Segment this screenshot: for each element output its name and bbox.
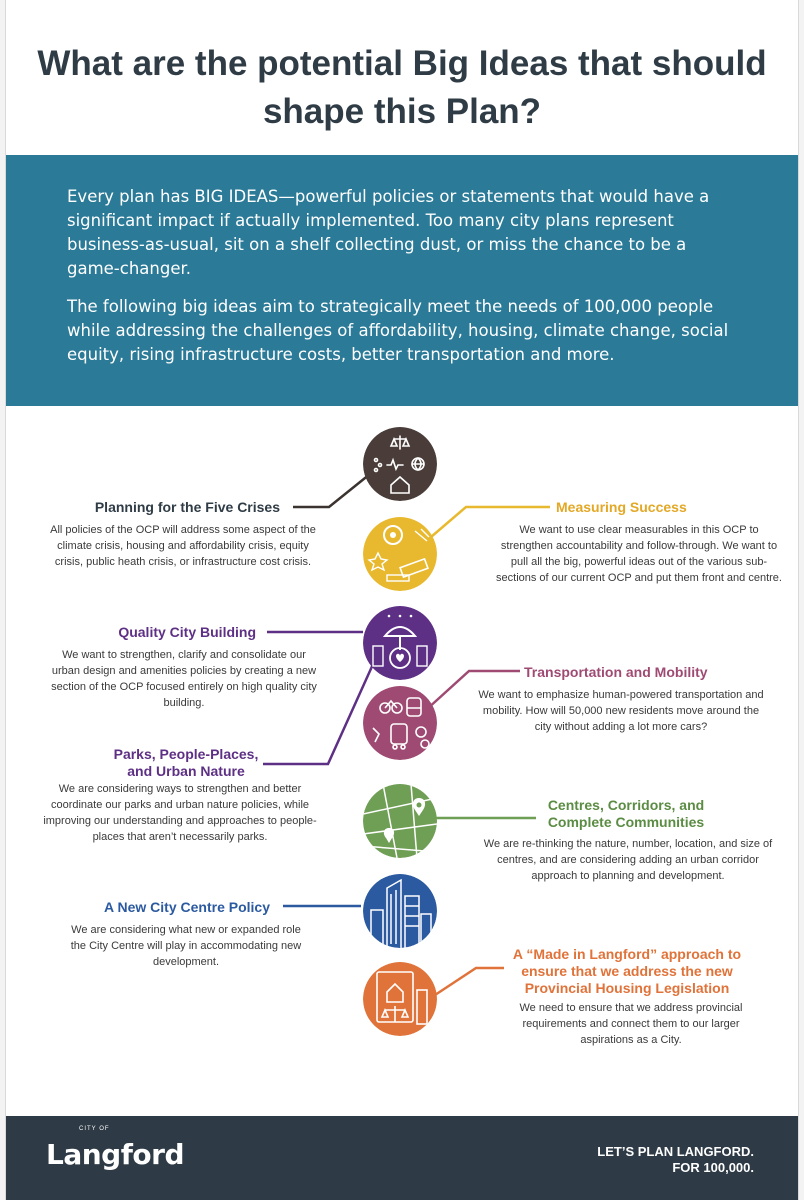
intro-banner: [6, 155, 798, 406]
tagline-line-1: LET’S PLAN LANGFORD.: [597, 1144, 754, 1159]
idea-title-measuring-success: Measuring Success: [556, 499, 687, 515]
idea-title-five-crises: Planning for the Five Crises: [94, 499, 280, 515]
measuring-icon: [363, 517, 437, 591]
idea-desc-centres-corridors: We are re-thinking the nature, number, location, and size of centres, and are considering adding an urban corridor approach to planning and development.: [483, 838, 773, 882]
city-building-icon: [363, 606, 437, 680]
map-icon: [363, 784, 437, 858]
idea-title-transportation: Transportation and Mobility: [524, 664, 708, 680]
page-title: What are the potential Big Ideas that should shape this Plan?: [37, 44, 767, 131]
logo-city-of: CITY OF: [79, 1126, 110, 1132]
idea-title-centres-corridors: Centres, Corridors, and Complete Communities: [547, 797, 705, 830]
idea-desc-transportation: We want to emphasize human-powered transportation and mobility. How will 50,000 new residents move around the city without adding a lot more cars?: [478, 689, 764, 733]
idea-desc-quality-city-building: We want to strengthen, clarify and consolidate our urban design and amenities policies by creating a new section of the OCP focused entirely on high quality city building.: [51, 649, 317, 709]
idea-title-quality-city-building: Quality City Building: [118, 624, 256, 640]
tagline-line-2: FOR 100,000.: [672, 1160, 754, 1175]
idea-title-parks: Parks, People-Places, and Urban Nature: [113, 746, 259, 779]
intro-paragraph-2: The following big ideas aim to strategically meet the needs of 100,000 people while addressing the challenges of affordability, housing, climate change, social equity, rising infrastructure costs, better transportation and more.: [67, 297, 729, 364]
crises-icon: [363, 427, 437, 501]
footer-bar: [6, 1116, 798, 1200]
idea-title-city-centre: A New City Centre Policy: [104, 899, 270, 915]
idea-title-made-in-langford: A “Made in Langford” approach to ensure that we address the new Provincial Housing Legislation: [512, 946, 742, 996]
idea-desc-measuring-success: We want to use clear measurables in this OCP to strengthen accountability and follow-through. We want to pull all the big, powerful ideas out of the various sub-sections of our current OCP and put them front and centre.: [496, 524, 782, 584]
footer-tagline: [597, 1144, 754, 1176]
idea-desc-parks: We are considering ways to strengthen and better coordinate our parks and urban nature policies, while improving our understanding and approaches to people-places that aren’t necessarily parks.: [43, 783, 317, 843]
infographic-page: [5, 0, 799, 1200]
langford-logo: Langford: [46, 1138, 184, 1171]
city-centre-icon: [363, 874, 437, 948]
idea-desc-five-crises: All policies of the OCP will address some aspect of the climate crisis, housing and affordability crisis, equity crisis, public heath crisis, or infrastructure cost crisis.: [50, 524, 316, 568]
idea-desc-city-centre: We are considering what new or expanded role the City Centre will play in accommodating new development.: [70, 924, 302, 968]
transportation-icon: [363, 686, 437, 760]
housing-legislation-icon: [363, 962, 437, 1036]
intro-paragraph-1: Every plan has BIG IDEAS—powerful policies or statements that would have a significant impact if actually implemented. Too many city plans represent business-as-usual, sit on a shelf collecting dust, or miss the chance to be a game-changer.: [67, 187, 710, 278]
idea-desc-made-in-langford: We need to ensure that we address provincial requirements and connect them to our larger aspirations as a City.: [519, 1002, 743, 1046]
